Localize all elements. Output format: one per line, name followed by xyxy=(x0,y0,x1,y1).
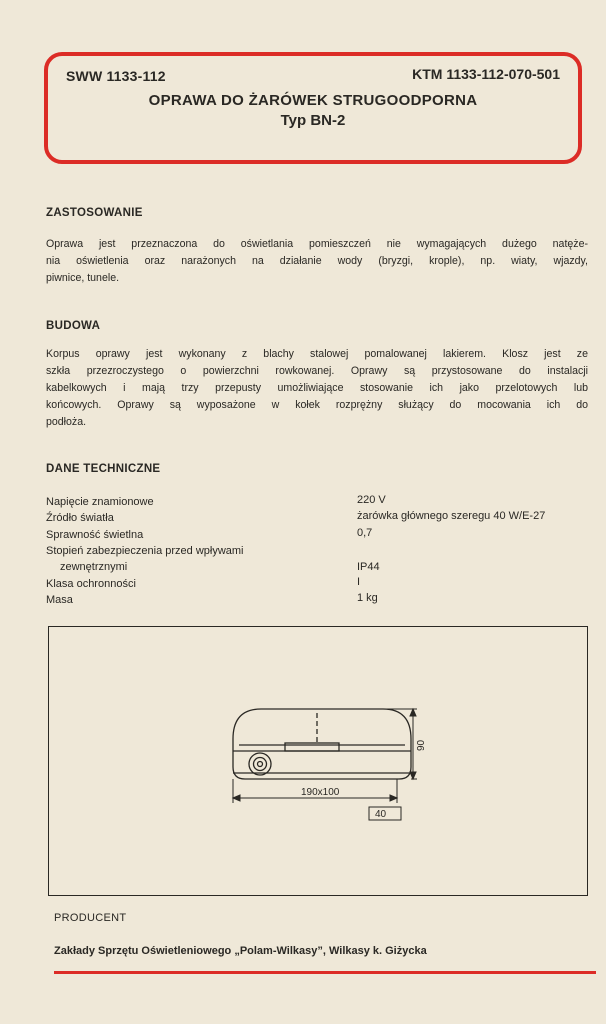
technical-drawing-box xyxy=(48,626,588,896)
ktm-code: KTM 1133-112-070-501 xyxy=(412,66,560,82)
width-dimension-label: 190x100 xyxy=(301,787,340,798)
section-title-producent: PRODUCENT xyxy=(54,912,127,924)
tech-value-voltage: 220 V xyxy=(357,494,386,506)
tech-label-protection-cont: zewnętrznymi xyxy=(60,561,128,573)
depth-dimension-label: 40 xyxy=(375,809,387,820)
bottom-divider xyxy=(54,971,596,974)
tech-value-efficiency: 0,7 xyxy=(357,527,373,539)
paragraph-line: podłoża. xyxy=(46,416,87,428)
tech-value-light-source: żarówka głównego szeregu 40 W/E-27 xyxy=(357,510,546,522)
height-dimension-label: 90 xyxy=(416,739,427,751)
paragraph-line: piwnice, tunele. xyxy=(46,272,120,284)
producer-name: Zakłady Sprzętu Oświetleniowego „Polam-Wilkasy”, Wilkasy k. Giżycka xyxy=(54,945,427,957)
height-dimension xyxy=(385,709,417,779)
tech-label-light-source: Źródło światła xyxy=(46,512,114,524)
tech-value-mass: 1 kg xyxy=(357,592,378,604)
paragraph-budowa xyxy=(46,346,588,431)
section-title-zastosowanie: ZASTOSOWANIE xyxy=(46,207,143,219)
paragraph-line: Oprawa jest przeznaczona do oświetlania pomieszczeń nie wymagających dużego natęże- xyxy=(46,238,588,250)
paragraph-line: nia oświetlenia oraz narażonych na działanie wody (bryzgi, krople), np. wiaty, wjazdy, xyxy=(46,255,588,267)
paragraph-line: kabelkowych i mają trzy przepusty umożliwiające stosowanie ich jako przelotowych lub xyxy=(46,382,588,394)
paragraph-line: Korpus oprawy jest wykonany z blachy stalowej pomalowanej lakierem. Klosz jest ze xyxy=(46,348,588,360)
paragraph-line: końcowych. Oprawy są wyposażone w kołek rozprężny służący do mocowania ich do xyxy=(46,399,588,411)
tech-label-voltage: Napięcie znamionowe xyxy=(46,496,154,508)
document-title: OPRAWA DO ŻARÓWEK STRUGOODPORNA xyxy=(148,92,478,109)
technical-drawing xyxy=(49,627,587,895)
header-box xyxy=(44,52,582,164)
section-title-budowa: BUDOWA xyxy=(46,320,101,332)
tech-label-efficiency: Sprawność świetlna xyxy=(46,529,144,541)
tech-value-protection: IP44 xyxy=(357,561,380,573)
section-title-dane-techniczne: DANE TECHNICZNE xyxy=(46,463,161,475)
paragraph-line: szkła przezroczystego o powierzchni rowkowanej. Oprawy są przystosowane do instalacji xyxy=(46,365,588,377)
tech-label-class: Klasa ochronności xyxy=(46,578,136,590)
document-type: Typ BN-2 xyxy=(280,112,346,129)
tech-label-protection: Stopień zabezpieczenia przed wpływami xyxy=(46,545,244,557)
tech-label-mass: Masa xyxy=(46,594,73,606)
tech-value-class: I xyxy=(357,576,361,588)
luminaire-outline-icon xyxy=(233,709,411,779)
sww-code: SWW 1133-112 xyxy=(66,68,166,84)
paragraph-zastosowanie xyxy=(46,236,588,287)
